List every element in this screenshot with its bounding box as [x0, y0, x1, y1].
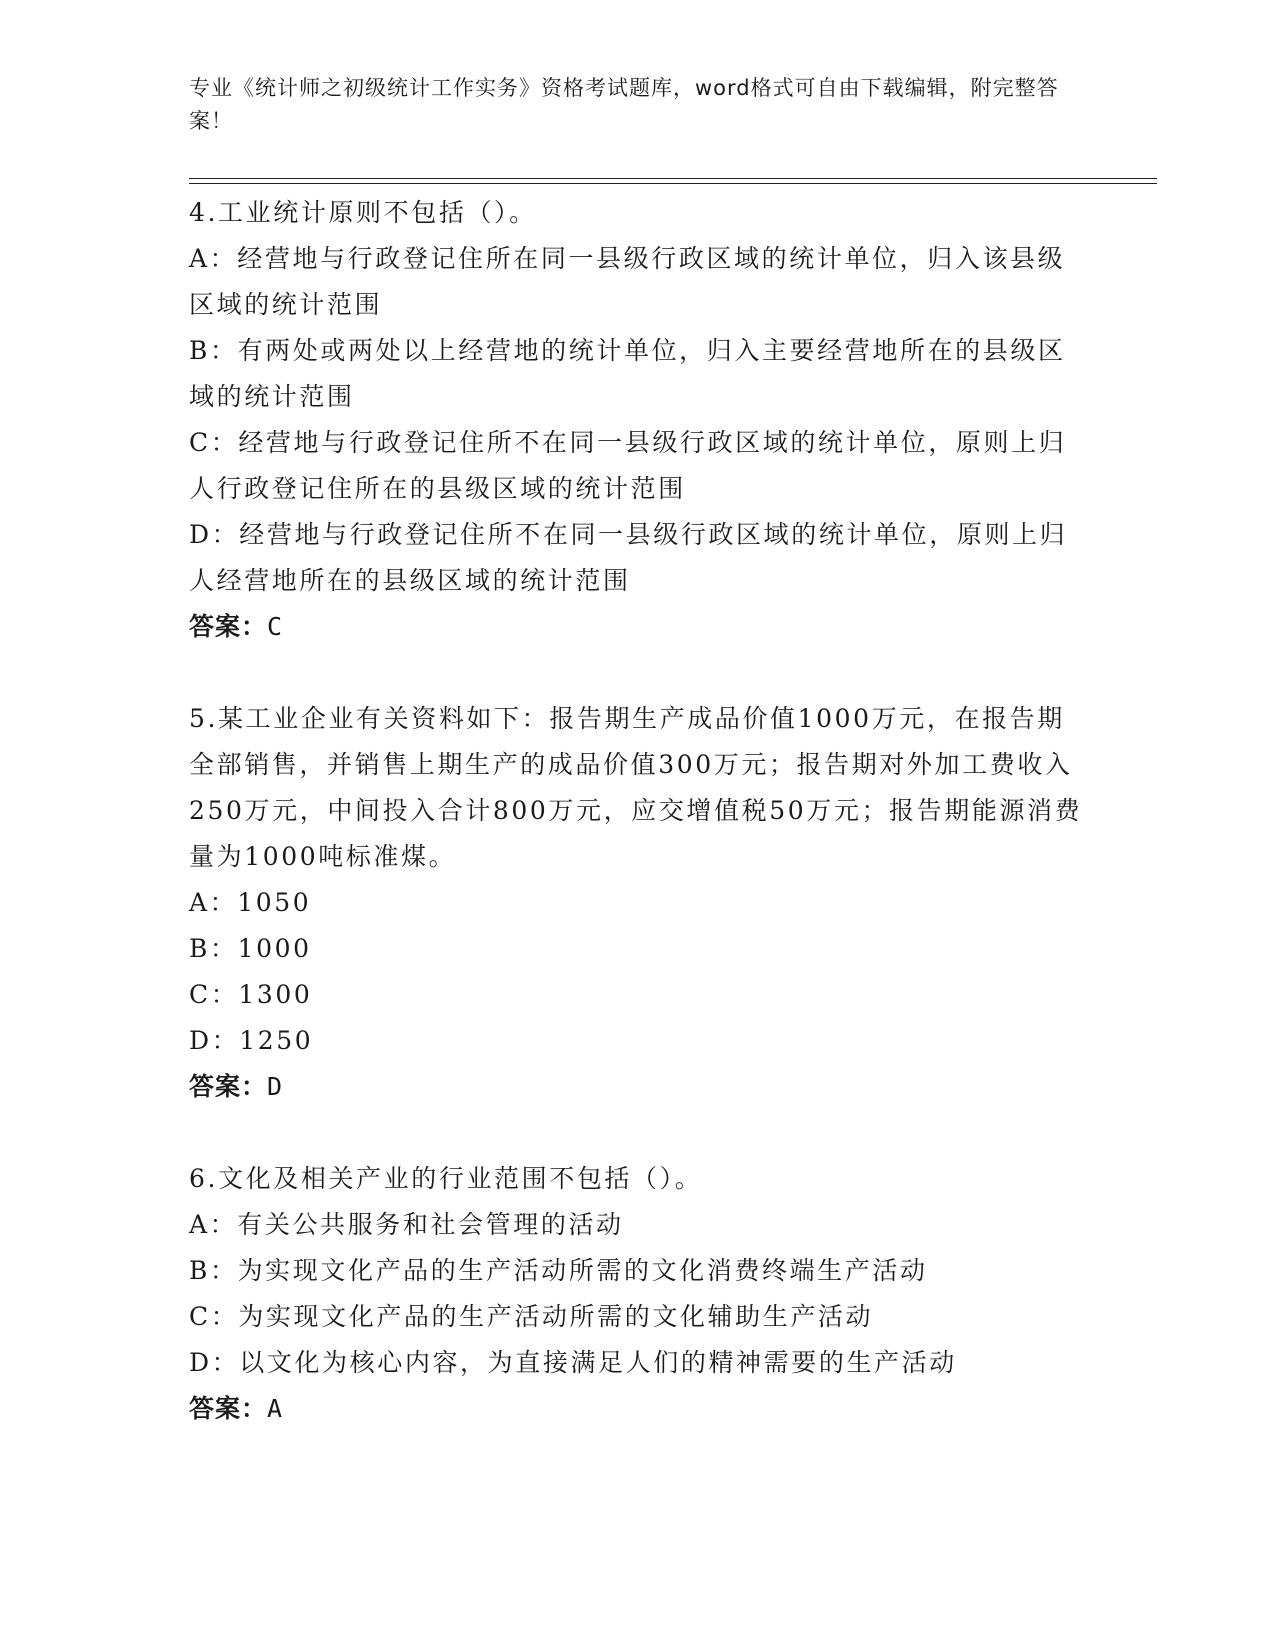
answer-value: A [267, 1394, 284, 1423]
option-c: C：1300 [189, 980, 313, 1009]
option-a: A：有关公共服务和社会管理的活动 [189, 1210, 624, 1239]
option-b: B：有两处或两处以上经营地的统计单位，归入主要经营地所在的县级区域的统计范围 [189, 336, 1066, 411]
answer-line [189, 604, 1089, 650]
option-b: B：1000 [189, 934, 312, 963]
answer-label: 答案： [189, 1394, 268, 1423]
answer-value: D [267, 1072, 284, 1101]
header-divider-bottom [189, 183, 1157, 184]
question-4 [189, 190, 1089, 650]
option-b: B：为实现文化产品的生产活动所需的文化消费终端生产活动 [189, 1256, 928, 1285]
answer-line [189, 1064, 1089, 1110]
option-d: D：经营地与行政登记住所不在同一县级行政区域的统计单位，原则上归人经营地所在的县级区域的统计范围 [189, 520, 1068, 595]
answer-value: C [267, 612, 284, 641]
question-5 [189, 696, 1089, 1110]
question-stem: 4.工业统计原则不包括（）。 [189, 198, 537, 227]
option-d: D：以文化为核心内容，为直接满足人们的精神需要的生产活动 [189, 1348, 957, 1377]
question-stem: 5.某工业企业有关资料如下：报告期生产成品价值1000万元，在报告期全部销售，并销售上期生产的成品价值300万元；报告期对外加工费收入250万元，中间投入合计800万元，应交增值税50万元；报告期能源消费量为1000吨标准煤。 [189, 704, 1083, 871]
question-spacer [189, 1110, 1089, 1156]
answer-label: 答案： [189, 1072, 268, 1101]
option-c: C：为实现文化产品的生产活动所需的文化辅助生产活动 [189, 1302, 874, 1331]
question-list [189, 190, 1089, 1432]
option-d: D：1250 [189, 1026, 314, 1055]
answer-line [189, 1386, 1089, 1432]
document-header: 专业《统计师之初级统计工作实务》资格考试题库，word格式可自由下载编辑，附完整答案！ [189, 76, 1059, 133]
option-c: C：经营地与行政登记住所不在同一县级行政区域的统计单位，原则上归人行政登记住所在的县级区域的统计范围 [189, 428, 1067, 503]
option-a: A：1050 [189, 888, 312, 917]
option-a: A：经营地与行政登记住所在同一县级行政区域的统计单位，归入该县级区域的统计范围 [189, 244, 1066, 319]
header-divider-top [189, 178, 1157, 179]
question-stem: 6.文化及相关产业的行业范围不包括（）。 [189, 1164, 703, 1193]
question-spacer [189, 650, 1089, 696]
answer-label: 答案： [189, 612, 268, 641]
question-6 [189, 1156, 1089, 1432]
